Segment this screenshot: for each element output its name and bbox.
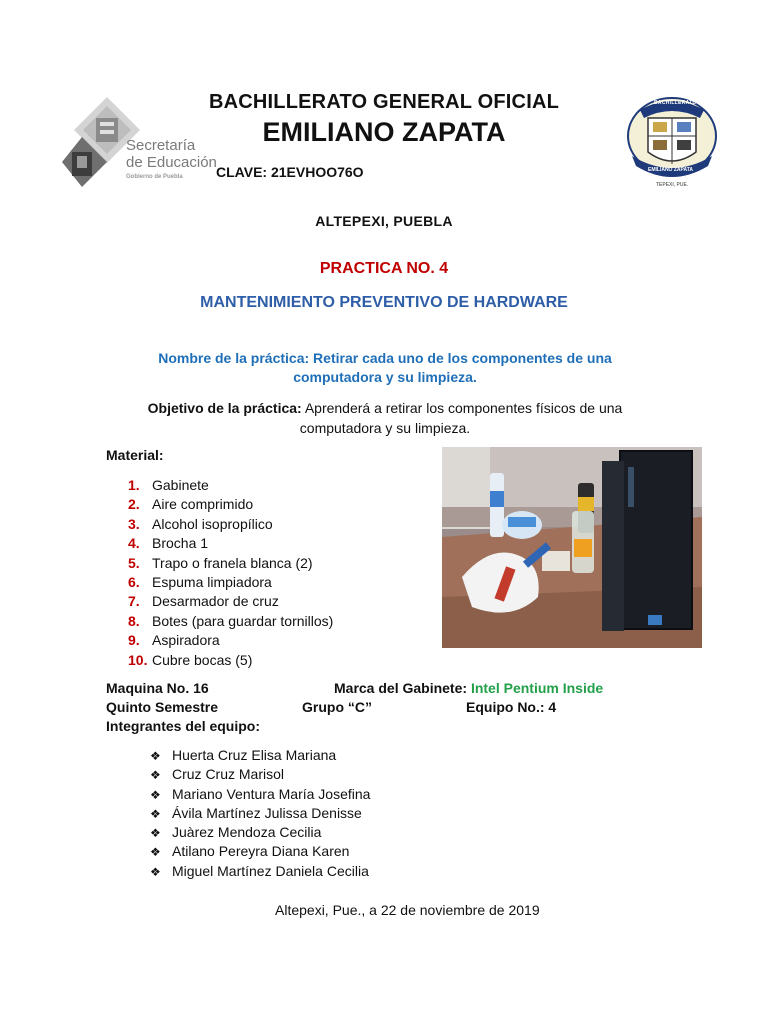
list-item: ❖ Juàrez Mendoza Cecilia	[150, 823, 370, 842]
objective-label: Objetivo de la práctica:	[147, 400, 302, 416]
material-list	[128, 476, 438, 670]
school-shield-icon	[624, 94, 720, 192]
diamond-bullet-icon: ❖	[150, 787, 161, 802]
list-item: 8. Botes (para guardar tornillos)	[128, 612, 334, 629]
sep-logo-line1: Secretaría	[126, 137, 196, 154]
list-item: ❖ Ávila Martínez Julissa Denisse	[150, 804, 370, 823]
list-item: 9. Aspiradora	[128, 632, 220, 649]
list-item: 7. Desarmador de cruz	[128, 593, 279, 610]
seal-bottom-text: TEPEXI, PUE.	[656, 182, 689, 188]
diamond-bullet-icon: ❖	[150, 864, 161, 879]
list-item: 1. Gabinete	[128, 477, 209, 493]
semester: Quinto Semestre	[106, 699, 219, 715]
machine-number: Maquina No. 16	[106, 680, 209, 696]
list-item: 4. Brocha 1	[128, 535, 209, 552]
diamond-bullet-icon: ❖	[150, 768, 161, 783]
school-clave: CLAVE: 21EVHOO76O	[216, 164, 364, 180]
list-item: ❖ Huerta Cruz Elisa Mariana	[150, 746, 370, 765]
list-item: ❖ Miguel Martínez Daniela Cecilia	[150, 862, 370, 881]
school-name-line1: BACHILLERATO GENERAL OFICIAL	[208, 91, 560, 113]
cabinet-brand-value: Intel Pentium Inside	[470, 680, 604, 696]
list-item: 6. Espuma limpiadora	[128, 573, 272, 590]
list-item: 5. Trapo o franela blanca (2)	[128, 554, 313, 571]
list-item: ❖ Mariano Ventura María Josefina	[150, 785, 370, 804]
team-members-label: Integrantes del equipo:	[106, 718, 261, 734]
diamond-bullet-icon: ❖	[150, 806, 161, 821]
material-label: Material:	[106, 447, 164, 463]
group: Grupo “C”	[302, 699, 372, 715]
practice-subject: MANTENIMIENTO PREVENTIVO DE HARDWARE	[200, 294, 568, 311]
list-item: ❖ Atilano Pereyra Diana Karen	[150, 842, 370, 861]
city-line: ALTEPEXI, PUEBLA	[315, 213, 453, 229]
seal-top-text: BACHILLERATO	[654, 100, 697, 106]
cabinet-brand-label: Marca del Gabinete:	[334, 680, 468, 696]
diamond-bullet-icon: ❖	[150, 749, 161, 763]
sep-logo-line3: Gobierno de Puebla	[126, 174, 183, 180]
practice-name: Nombre de la práctica: Retirar cada uno de los componentes de una computadora y su limpieza.	[158, 350, 612, 385]
list-item: ❖ Cruz Cruz Marisol	[150, 765, 370, 784]
footer-date-line: Altepexi, Pue., a 22 de noviembre de 2019	[275, 902, 540, 918]
diamond-bullet-icon: ❖	[150, 826, 161, 841]
cabinet-brand	[334, 680, 603, 696]
practice-title: PRACTICA NO. 4	[319, 260, 449, 277]
list-item: 2. Aire comprimido	[128, 496, 254, 513]
materials-photo	[442, 447, 702, 648]
seal-band-text: EMILIANO ZAPATA	[648, 167, 693, 173]
list-item: 3. Alcohol isopropílico	[128, 515, 273, 532]
objective-text: Aprenderá a retirar los componentes físicos de una computadora y su limpieza.	[299, 400, 623, 436]
school-seal	[624, 94, 720, 192]
diamond-bullet-icon: ❖	[150, 845, 161, 860]
team-number: Equipo No.: 4	[466, 699, 557, 715]
team-list	[150, 746, 370, 881]
list-item: 10. Cubre bocas (5)	[128, 651, 253, 668]
sep-logo-line2: de Educación	[126, 154, 217, 171]
school-name-line2: EMILIANO ZAPATA	[262, 117, 506, 147]
practice-objective	[120, 398, 650, 438]
